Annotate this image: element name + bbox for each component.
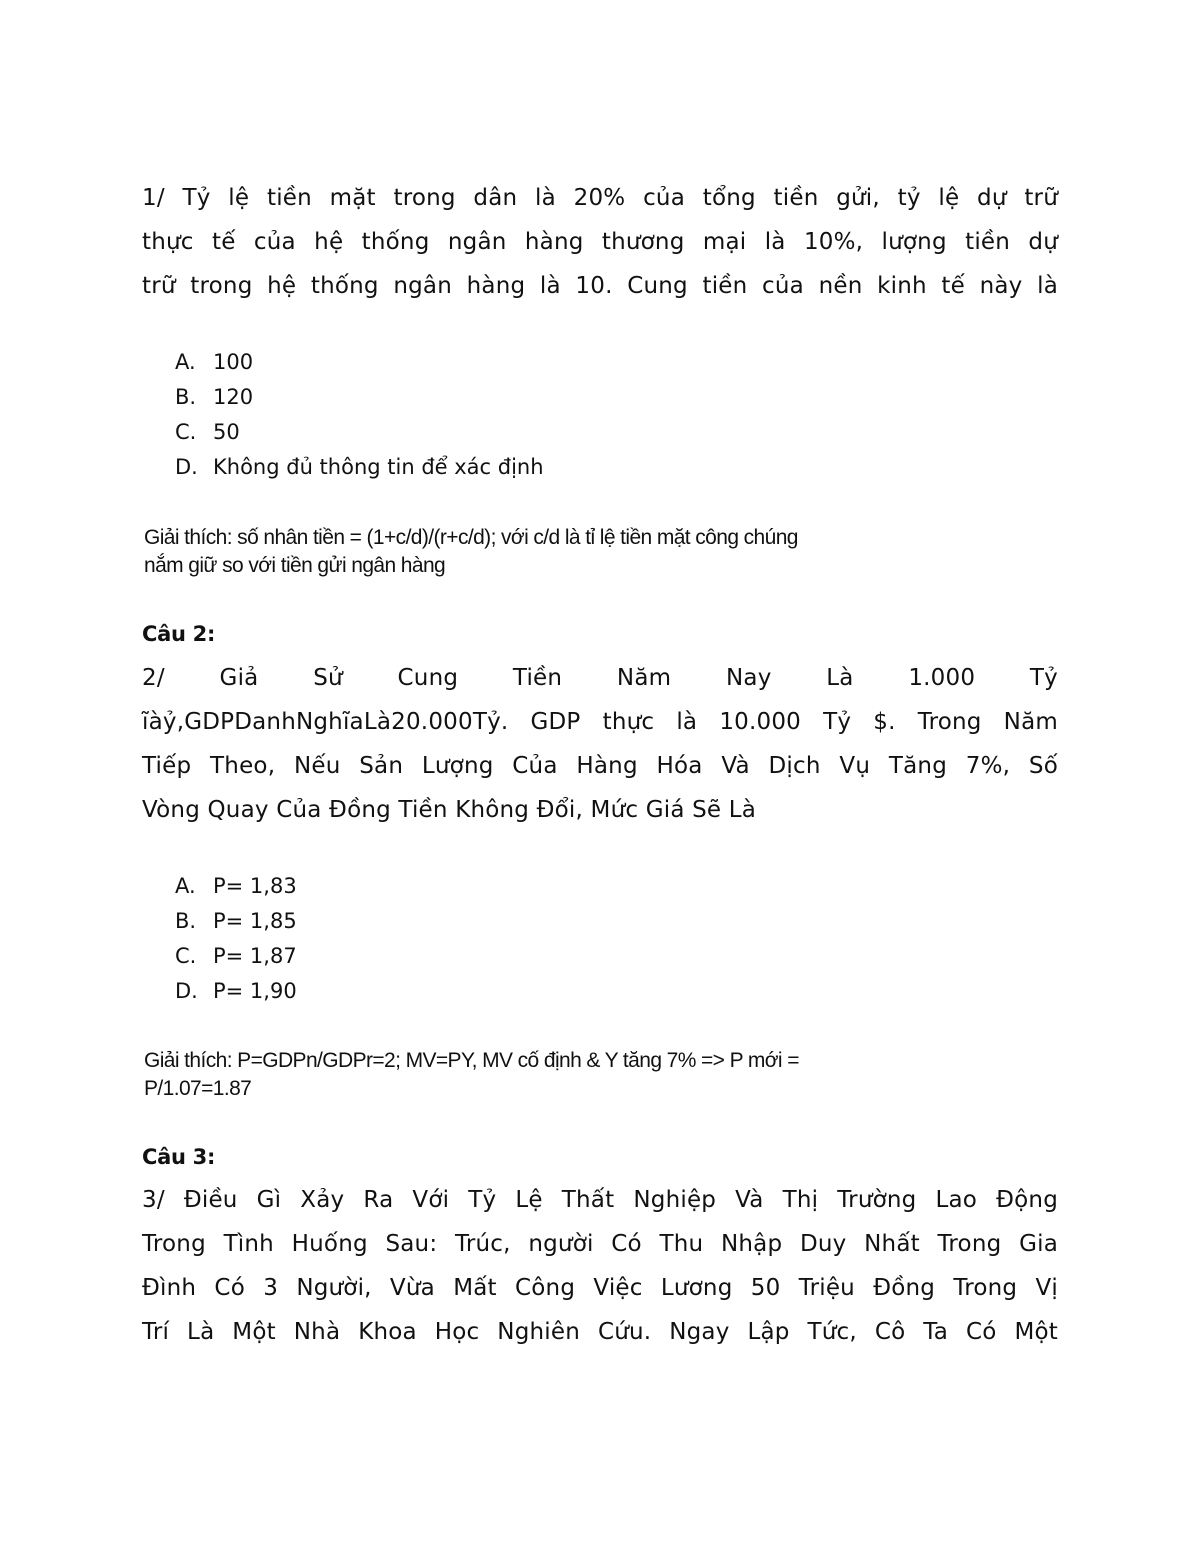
option-letter: B. <box>175 385 197 409</box>
question-1-option-a[interactable] <box>175 345 544 380</box>
question-1-text <box>142 176 1058 308</box>
question-1-options <box>175 345 544 485</box>
option-text: P= 1,90 <box>213 979 297 1003</box>
question-1-line-2: thực tế của hệ thống ngân hàng thương mại là 10%, lượng tiền dự <box>142 229 1058 255</box>
option-letter: D. <box>175 979 198 1003</box>
question-2-option-d[interactable] <box>175 974 297 1009</box>
question-2-line-4: Vòng Quay Của Đồng Tiền Không Đổi, Mức Giá Sẽ Là <box>142 797 757 823</box>
option-letter: C. <box>175 944 197 968</box>
question-2-line-2: ĩàỷ,GDPDanhNghĩaLà20.000Tỷ. GDP thực là 10.000 Tỷ $. Trong Năm <box>142 709 1058 735</box>
explanation-line-1: Giải thích: số nhân tiền = (1+c/d)/(r+c/d); với c/d là tỉ lệ tiền mặt công chúng <box>144 526 798 549</box>
option-letter: B. <box>175 909 197 933</box>
question-2-heading: Câu 2: <box>142 622 216 646</box>
question-3-line-3: Đình Có 3 Người, Vừa Mất Công Việc Lương 50 Triệu Đồng Trong Vị <box>142 1275 1058 1301</box>
explanation-line-1: Giải thích: P=GDPn/GDPr=2; MV=PY, MV cố định & Y tăng 7% => P mới = <box>144 1049 799 1072</box>
explanation-line-2: nắm giữ so với tiền gửi ngân hàng <box>144 554 446 577</box>
option-letter: A. <box>175 350 196 374</box>
question-1-option-d[interactable] <box>175 450 544 485</box>
question-3-line-4: Trí Là Một Nhà Khoa Học Nghiên Cứu. Ngay Lập Tức, Cô Ta Có Một <box>142 1319 1058 1345</box>
question-2-line-1: 2/ Giả Sử Cung Tiền Năm Nay Là 1.000 Tỷ <box>142 665 1058 691</box>
explanation-line-2: P/1.07=1.87 <box>144 1077 252 1100</box>
option-text: P= 1,87 <box>213 944 297 968</box>
question-2-text <box>142 656 1058 832</box>
option-letter: C. <box>175 420 197 444</box>
question-2-line-3: Tiếp Theo, Nếu Sản Lượng Của Hàng Hóa Và Dịch Vụ Tăng 7%, Số <box>142 753 1058 779</box>
question-1-option-b[interactable] <box>175 380 544 415</box>
question-2-option-a[interactable] <box>175 869 297 904</box>
question-1-line-1: 1/ Tỷ lệ tiền mặt trong dân là 20% của tổng tiền gửi, tỷ lệ dự trữ <box>142 185 1058 211</box>
question-3-text <box>142 1178 1058 1354</box>
question-2-option-b[interactable] <box>175 904 297 939</box>
question-1-option-c[interactable] <box>175 415 544 450</box>
option-letter: D. <box>175 455 198 479</box>
question-3-line-2: Trong Tình Huống Sau: Trúc, người Có Thu Nhập Duy Nhất Trong Gia <box>142 1231 1058 1257</box>
question-2-option-c[interactable] <box>175 939 297 974</box>
option-text: 100 <box>213 350 254 374</box>
option-text: Không đủ thông tin để xác định <box>213 455 544 479</box>
question-1-line-3: trữ trong hệ thống ngân hàng là 10. Cung tiền của nền kinh tế này là <box>142 273 1058 299</box>
option-text: P= 1,83 <box>213 874 297 898</box>
question-3-line-1: 3/ Điều Gì Xảy Ra Với Tỷ Lệ Thất Nghiệp Và Thị Trường Lao Động <box>142 1187 1058 1213</box>
option-letter: A. <box>175 874 196 898</box>
question-2-explanation <box>144 1047 1060 1103</box>
question-3-heading: Câu 3: <box>142 1145 216 1169</box>
question-2-options <box>175 869 297 1009</box>
question-1-explanation <box>144 524 1060 580</box>
option-text: P= 1,85 <box>213 909 297 933</box>
option-text: 50 <box>213 420 240 444</box>
option-text: 120 <box>213 385 254 409</box>
